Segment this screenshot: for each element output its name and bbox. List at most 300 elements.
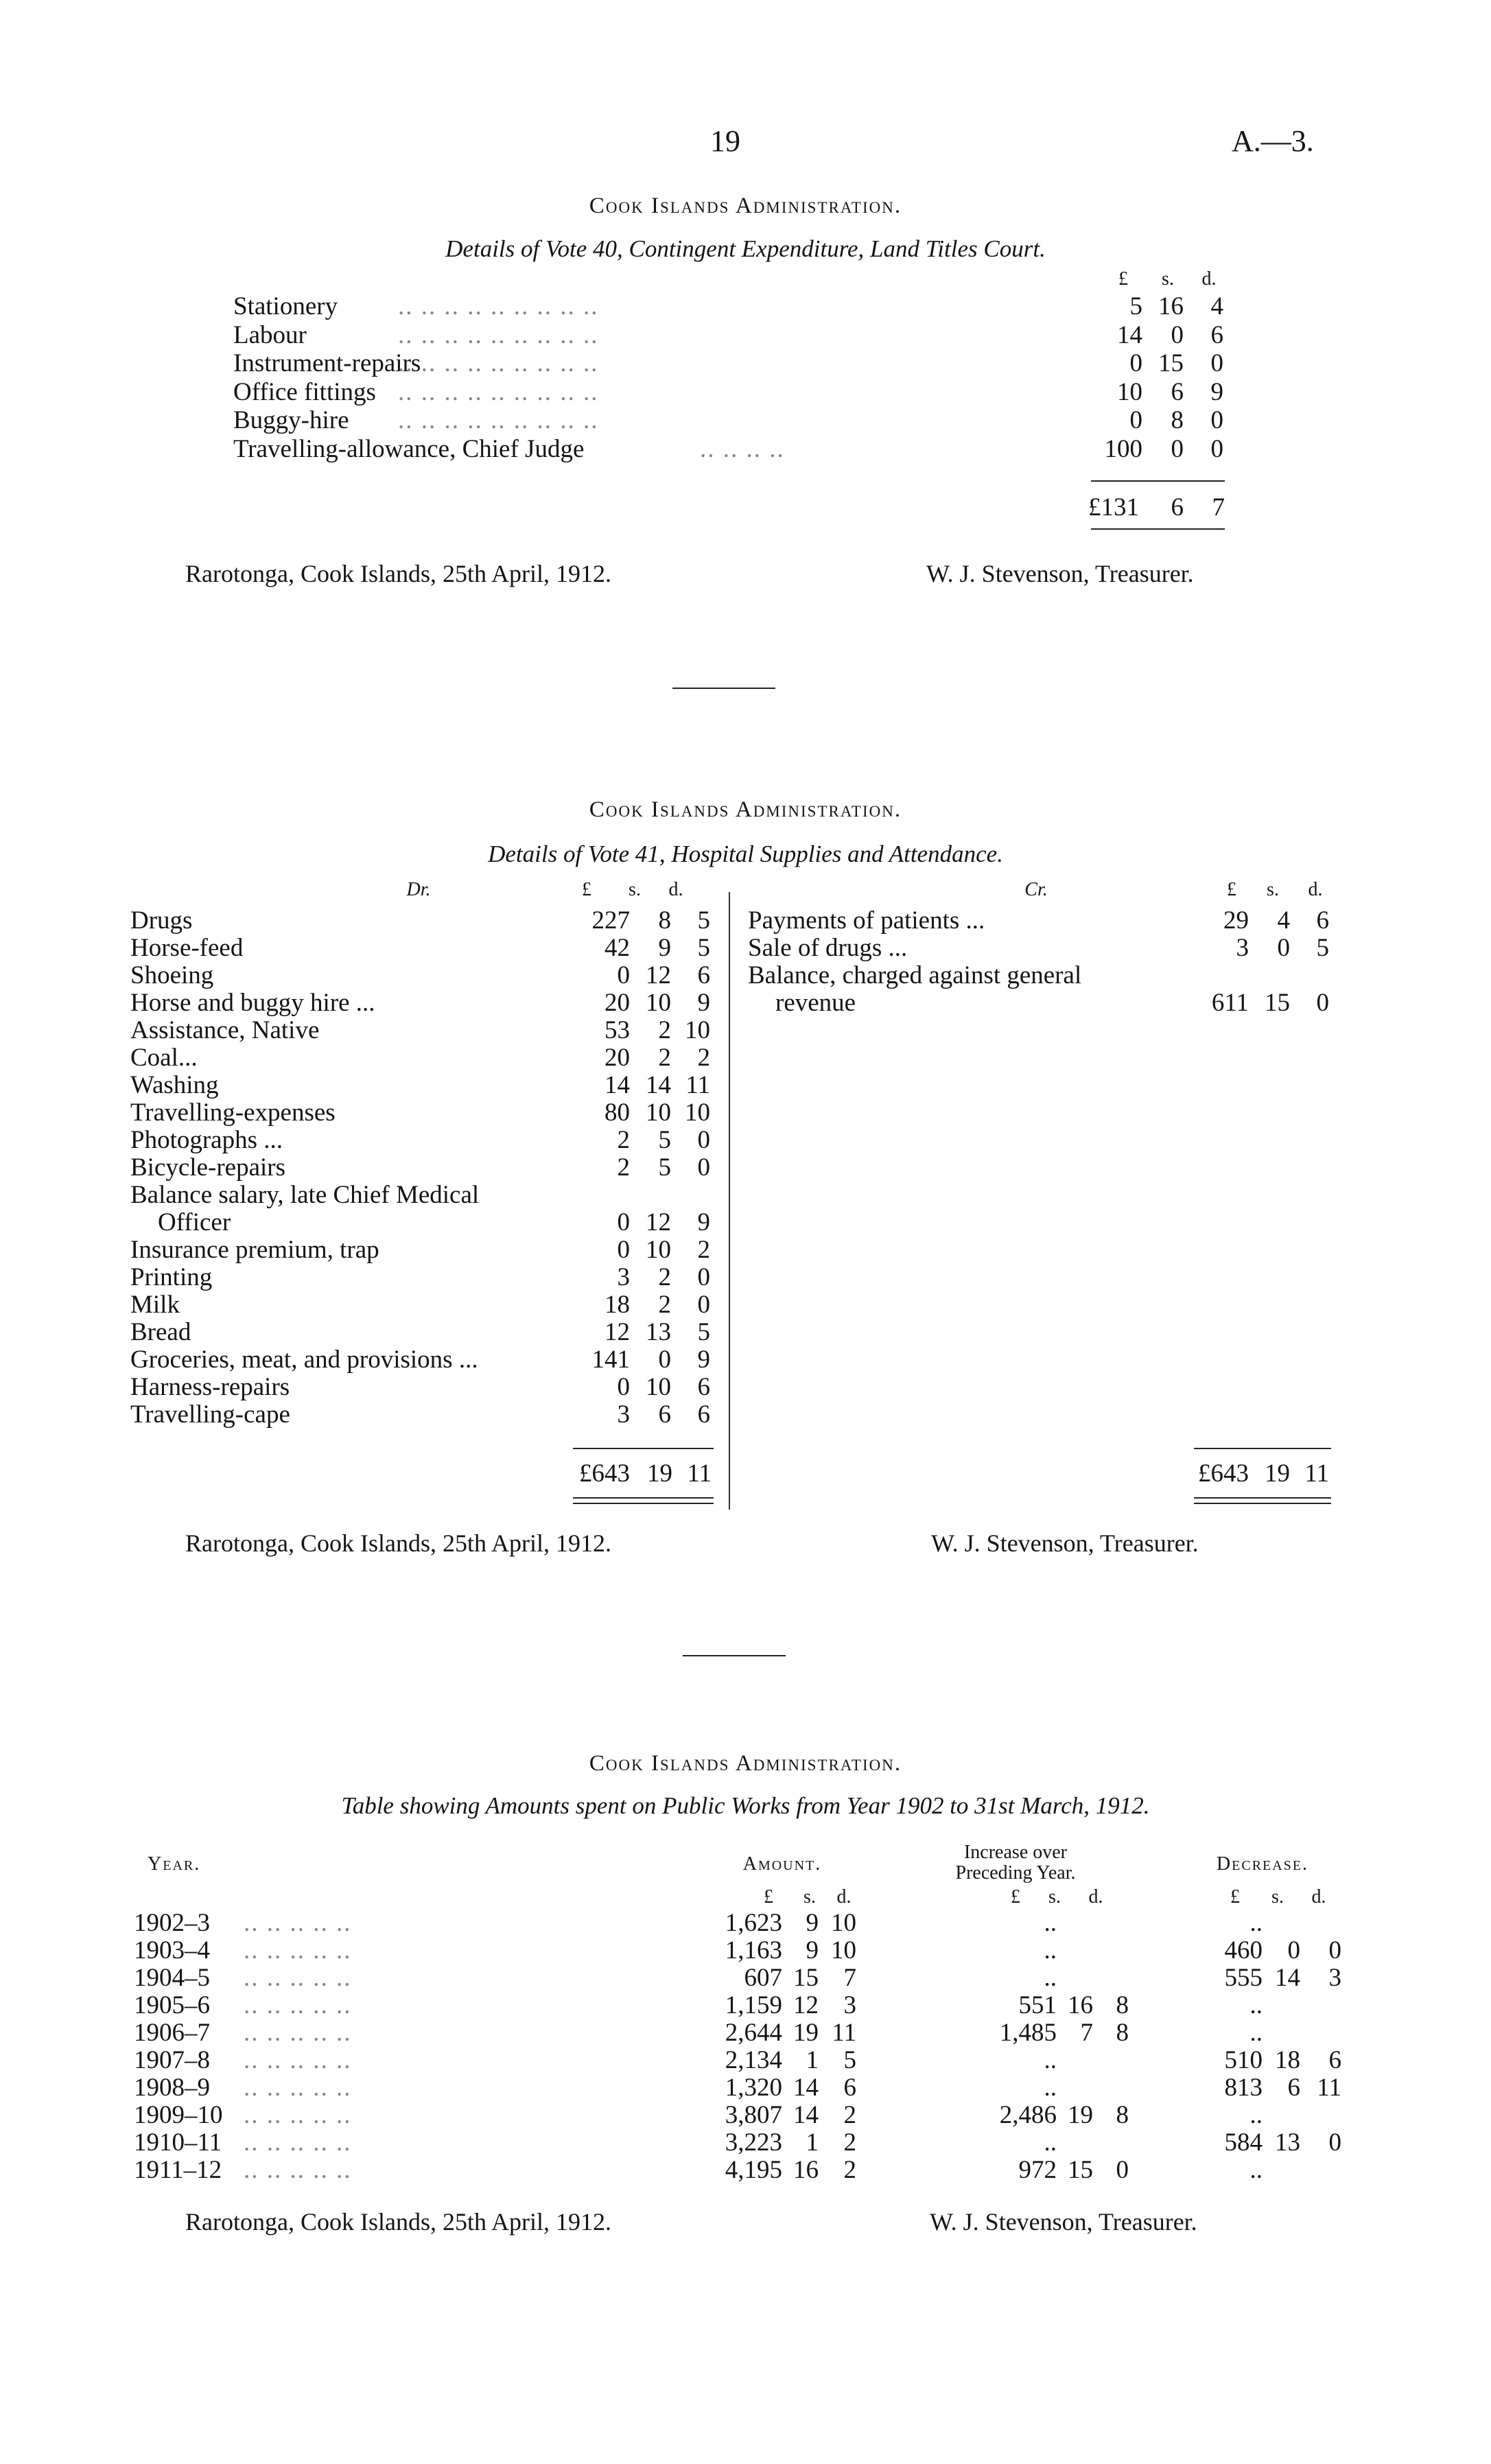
- vote40-signature: W. J. Stevenson, Treasurer.: [926, 560, 1194, 587]
- vote41-debit-shillings: 2: [658, 1263, 671, 1291]
- vote41-debit-row: [130, 1319, 714, 1346]
- public-works-leader: .. .. .. .. ..: [244, 2101, 352, 2129]
- public-works-increase-pounds: 972: [1018, 2156, 1057, 2184]
- vote41-debit-pence: 6: [697, 1373, 710, 1401]
- public-works-year: 1904–5: [134, 1964, 210, 1992]
- vote41-debit-pence: 0: [697, 1126, 710, 1154]
- vote41-debit-label: Bicycle-repairs: [130, 1153, 285, 1182]
- vote41-credit-total-row: [1166, 1460, 1331, 1490]
- vote41-credit-pounds: 3: [1236, 934, 1249, 962]
- vote41-debit-pounds: 2: [617, 1126, 630, 1154]
- public-works-increase-pounds: 2,486: [999, 2101, 1057, 2129]
- vote41-debit-label: Insurance premium, trap: [130, 1236, 379, 1264]
- public-works-amount-pence: 10: [831, 1936, 856, 1964]
- vote41-debit-pence: 10: [685, 1016, 710, 1044]
- vote40-row-leader: .. .. .. .. .. .. .. .. ..: [398, 377, 599, 406]
- public-works-year: 1907–8: [134, 2046, 210, 2074]
- vote41-cr-pence-header: d.: [1308, 879, 1323, 900]
- public-works-amount-pounds: 1,159: [725, 1991, 782, 2019]
- vote40-row-pounds: 5: [1129, 292, 1142, 320]
- vote41-debit-shillings: 10: [646, 1236, 671, 1264]
- vote41-debit-shillings: 13: [646, 1318, 671, 1346]
- vote41-debit-row: [130, 1017, 714, 1044]
- vote40-row-pounds: 100: [1104, 434, 1142, 463]
- vote40-total-row: [1070, 494, 1228, 524]
- public-works-leader: .. .. .. .. ..: [244, 1964, 352, 1992]
- vote41-debit-pence: 5: [697, 906, 710, 935]
- public-works-row: [134, 2102, 1348, 2129]
- vote40-row-leader: .. .. .. .. .. .. .. .. ..: [398, 406, 599, 434]
- public-works-decrease-shillings: 14: [1275, 1964, 1300, 1992]
- vote40-row-label: Office fittings: [233, 377, 376, 406]
- vote41-debit-shillings: 5: [658, 1153, 671, 1182]
- public-works-amount-pence: 3: [843, 1991, 856, 2019]
- public-works-amount-shillings: 16: [793, 2156, 819, 2184]
- public-works-increase-pence: 8: [1116, 2019, 1129, 2047]
- vote41-credit-row: [748, 907, 1331, 935]
- public-works-amount-shillings: 9: [806, 1936, 819, 1964]
- public-works-increase-pounds: 551: [1018, 1991, 1057, 2019]
- public-works-increase-pence: 8: [1116, 1991, 1129, 2019]
- vote41-debit-shillings: 14: [646, 1071, 671, 1099]
- vote41-debit-shillings: 5: [658, 1126, 671, 1154]
- vote41-debit-label: Horse and buggy hire ...: [130, 989, 375, 1017]
- public-works-leader: .. .. .. .. ..: [244, 1936, 352, 1964]
- vote41-subtitle: Details of Vote 41, Hospital Supplies and Attendance.: [488, 841, 1003, 867]
- public-works-amount-shillings: 9: [806, 1909, 819, 1937]
- public-works-decrease-pounds: ..: [1249, 2156, 1263, 2184]
- public-works-decrease-shillings: 18: [1275, 2046, 1300, 2074]
- vote41-dr-pence-header: d.: [668, 879, 683, 900]
- public-works-decrease-shillings: 6: [1287, 2074, 1300, 2102]
- section-separator-2: [683, 1655, 786, 1656]
- pw-increase-pounds-header: £: [1011, 1886, 1020, 1908]
- public-works-increase-pounds: ..: [1044, 2074, 1057, 2102]
- vote41-credit-pence: 5: [1316, 934, 1329, 962]
- vote41-debit-label: Horse-feed: [130, 934, 244, 962]
- vote41-debit-pounds: 80: [604, 1099, 630, 1127]
- vote41-debit-label: Coal...: [130, 1044, 198, 1072]
- public-works-amount-pence: 2: [843, 2128, 856, 2157]
- public-works-amount-pounds: 607: [744, 1964, 782, 1992]
- vote40-row-pence: 0: [1210, 406, 1223, 434]
- public-works-decrease-pounds: ..: [1249, 1909, 1263, 1937]
- vote41-debit-pence: 2: [697, 1236, 710, 1264]
- vote40-total-pounds: £131: [1088, 493, 1139, 521]
- vote41-debit-pounds: 3: [617, 1263, 630, 1291]
- vote41-debit-pounds: 3: [617, 1400, 630, 1429]
- public-works-row: [134, 2047, 1348, 2074]
- vote41-debit-shillings: 2: [658, 1044, 671, 1072]
- pw-increase-pence-header: d.: [1088, 1886, 1103, 1908]
- public-works-increase-pounds: ..: [1044, 1936, 1057, 1964]
- vote41-credit-double-rule-b: [1194, 1503, 1331, 1504]
- vote41-debit-row: [130, 1374, 714, 1401]
- vote41-debit-shillings: 10: [646, 1099, 671, 1127]
- vote41-debit-pence: 10: [685, 1099, 710, 1127]
- public-works-increase-pounds: ..: [1044, 2128, 1057, 2157]
- vote41-debit-row: [130, 1044, 714, 1072]
- vote41-cr-label: Cr.: [1024, 879, 1048, 900]
- public-works-increase-header-1: Increase over: [963, 1842, 1067, 1863]
- vote40-row-leader: .. .. .. .. .. .. .. .. ..: [398, 292, 599, 320]
- vote41-debit-total-rule: [573, 1448, 714, 1449]
- vote40-total-shillings: 6: [1171, 493, 1184, 521]
- vote40-row-leader: .. .. .. .. .. .. .. .. ..: [398, 320, 599, 349]
- public-works-leader: .. .. .. .. ..: [244, 1909, 352, 1937]
- vote41-debit-label: Washing: [130, 1071, 219, 1099]
- vote41-debit-row: [130, 1099, 714, 1127]
- vote40-row-leader: .. .. .. .. .. .. .. .. ..: [398, 349, 599, 377]
- pw-amount-pounds-header: £: [764, 1886, 773, 1908]
- vote41-credit-double-rule-a: [1194, 1497, 1331, 1499]
- vote40-row-leader: .. .. .. ..: [700, 434, 785, 463]
- public-works-amount-pence: 11: [832, 2019, 856, 2047]
- vote41-credit-shillings: 15: [1265, 989, 1290, 1017]
- vote41-debit-total-pence: 11: [687, 1459, 712, 1488]
- pw-increase-shillings-header: s.: [1048, 1886, 1061, 1908]
- public-works-leader: .. .. .. .. ..: [244, 2128, 352, 2157]
- public-works-decrease-pounds: ..: [1249, 2101, 1263, 2129]
- vote41-debit-pounds: 42: [604, 934, 630, 962]
- vote41-debit-pounds: 0: [617, 961, 630, 989]
- vote41-debit-shillings: 9: [658, 934, 671, 962]
- vote40-pounds-header: £: [1118, 268, 1128, 290]
- vote40-row: [233, 436, 1225, 463]
- public-works-amount-shillings: 19: [793, 2019, 819, 2047]
- public-works-increase-shillings: 19: [1068, 2101, 1093, 2129]
- vote40-row-shillings: 8: [1171, 406, 1184, 434]
- vote40-row-pounds: 14: [1117, 320, 1142, 349]
- public-works-leader: .. .. .. .. ..: [244, 2074, 352, 2102]
- public-works-increase-pounds: 1,485: [999, 2019, 1057, 2047]
- vote41-debit-shillings: 10: [646, 1373, 671, 1401]
- vote41-dr-label: Dr.: [406, 879, 431, 900]
- public-works-amount-pounds: 4,195: [725, 2156, 782, 2184]
- vote41-debit-row: [130, 962, 714, 989]
- public-works-year: 1903–4: [134, 1936, 210, 1964]
- vote41-cr-pounds-header: £: [1227, 879, 1236, 900]
- vote41-debit-pence: 9: [697, 1346, 710, 1374]
- public-works-row: [134, 2129, 1348, 2157]
- vote41-debit-label: Printing: [130, 1263, 213, 1291]
- vote40-row-shillings: 6: [1171, 377, 1184, 406]
- public-works-leader: .. .. .. .. ..: [244, 2156, 352, 2184]
- public-works-amount-pounds: 1,320: [725, 2074, 782, 2102]
- vote41-debit-shillings: 0: [658, 1346, 671, 1374]
- public-works-row: [134, 2019, 1348, 2047]
- public-works-amount-pence: 5: [843, 2046, 856, 2074]
- vote40-row: [233, 407, 1225, 434]
- vote41-column-divider: [729, 892, 730, 1510]
- public-works-decrease-pence: 6: [1328, 2046, 1341, 2074]
- vote41-debit-label: Officer: [158, 1208, 231, 1236]
- vote40-title: Cook Islands Administration.: [589, 193, 902, 218]
- vote41-debit-pence: 2: [697, 1044, 710, 1072]
- vote41-debit-pounds: 227: [591, 906, 630, 935]
- public-works-decrease-shillings: 13: [1275, 2128, 1300, 2157]
- vote40-total-rule: [1091, 480, 1225, 482]
- vote41-debit-shillings: 10: [646, 989, 671, 1017]
- vote41-debit-label: Harness-repairs: [130, 1373, 290, 1401]
- vote41-dr-pounds-header: £: [582, 879, 591, 900]
- section-separator: [672, 688, 775, 689]
- vote40-total-double-rule: [1091, 528, 1225, 530]
- public-works-increase-pence: 0: [1116, 2156, 1129, 2184]
- pw-decrease-pence-header: d.: [1311, 1886, 1326, 1908]
- vote41-debit-row: [130, 907, 714, 935]
- public-works-year: 1908–9: [134, 2074, 210, 2102]
- vote41-debit-pence: 9: [697, 989, 710, 1017]
- public-works-decrease-pence: 3: [1328, 1964, 1341, 1992]
- pw-amount-shillings-header: s.: [803, 1886, 816, 1908]
- vote40-row: [233, 322, 1225, 349]
- vote41-debit-shillings: 12: [646, 961, 671, 989]
- vote41-debit-row: [130, 1291, 714, 1319]
- vote40-row-pence: 0: [1210, 349, 1223, 377]
- vote41-debit-row: [158, 1209, 714, 1236]
- vote41-debit-row: [130, 935, 714, 962]
- vote40-row-pence: 4: [1210, 292, 1223, 320]
- vote41-debit-label: Bread: [130, 1318, 191, 1346]
- vote41-debit-label: Travelling-cape: [130, 1400, 290, 1429]
- vote41-signature: W. J. Stevenson, Treasurer.: [931, 1529, 1199, 1557]
- public-works-increase-header-2: Preceding Year.: [955, 1862, 1076, 1884]
- public-works-decrease-pounds: ..: [1249, 2019, 1263, 2047]
- vote41-debit-row: [130, 1401, 714, 1429]
- vote41-debit-shillings: 12: [646, 1208, 671, 1236]
- vote41-debit-double-rule-a: [573, 1497, 714, 1499]
- vote41-cr-shillings-header: s.: [1267, 879, 1279, 900]
- public-works-decrease-shillings: 0: [1287, 1936, 1300, 1964]
- vote40-row-pence: 0: [1210, 434, 1223, 463]
- vote40-row-label: Labour: [233, 320, 307, 349]
- vote41-debit-pounds: 53: [604, 1016, 630, 1044]
- public-works-row: [134, 2157, 1348, 2184]
- vote40-row-label: Travelling-allowance, Chief Judge: [233, 434, 585, 463]
- public-works-year: 1906–7: [134, 2019, 210, 2047]
- public-works-increase-shillings: 16: [1068, 1991, 1093, 2019]
- vote41-debit-pence: 9: [697, 1208, 710, 1236]
- vote41-credit-total-pence: 11: [1304, 1459, 1329, 1488]
- public-works-year: 1910–11: [134, 2128, 222, 2157]
- vote41-debit-label: Groceries, meat, and provisions ...: [130, 1346, 478, 1374]
- public-works-decrease-pounds: 460: [1224, 1936, 1263, 1964]
- vote41-debit-row: [130, 1236, 714, 1264]
- vote40-row-pence: 6: [1210, 320, 1223, 349]
- public-works-increase-shillings: 7: [1080, 2019, 1093, 2047]
- vote41-debit-pounds: 12: [604, 1318, 630, 1346]
- document-reference: A.—3.: [1232, 124, 1314, 158]
- vote41-debit-row: [130, 989, 714, 1017]
- vote41-debit-row: [130, 1127, 714, 1154]
- public-works-amount-pounds: 3,223: [725, 2128, 782, 2157]
- vote40-row-pounds: 10: [1117, 377, 1142, 406]
- public-works-amount-pence: 7: [843, 1964, 856, 1992]
- public-works-amount-pence: 10: [831, 1909, 856, 1937]
- vote41-debit-pounds: 18: [604, 1291, 630, 1319]
- public-works-decrease-pounds: 813: [1224, 2074, 1263, 2102]
- public-works-place-date: Rarotonga, Cook Islands, 25th April, 1912.: [185, 2208, 611, 2236]
- vote41-credit-row: [775, 989, 1331, 1017]
- vote41-debit-pounds: 20: [604, 1044, 630, 1072]
- public-works-decrease-pounds: 510: [1224, 2046, 1263, 2074]
- vote41-credit-label: Sale of drugs ...: [748, 934, 908, 962]
- public-works-leader: .. .. .. .. ..: [244, 2019, 352, 2047]
- vote40-row-shillings: 0: [1171, 434, 1184, 463]
- vote40-pence-header: d.: [1201, 268, 1217, 290]
- vote41-debit-pence: 0: [697, 1263, 710, 1291]
- vote41-debit-pence: 0: [697, 1153, 710, 1182]
- vote41-debit-pence: 6: [697, 961, 710, 989]
- vote41-debit-shillings: 2: [658, 1016, 671, 1044]
- page-number: 19: [710, 124, 740, 158]
- vote41-credit-shillings: 4: [1277, 906, 1290, 935]
- vote41-debit-row: [130, 1182, 714, 1209]
- vote41-debit-row: [130, 1346, 714, 1374]
- public-works-amount-header: Amount.: [742, 1853, 822, 1875]
- vote40-row-label: Buggy-hire: [233, 406, 349, 434]
- vote40-row-label: Stationery: [233, 292, 338, 320]
- vote41-debit-pounds: 0: [617, 1208, 630, 1236]
- public-works-subtitle: Table showing Amounts spent on Public Works from Year 1902 to 31st March, 1912.: [341, 1792, 1150, 1819]
- vote41-debit-pounds: 14: [604, 1071, 630, 1099]
- public-works-amount-pounds: 3,807: [725, 2101, 782, 2129]
- public-works-decrease-pounds: ..: [1249, 1991, 1263, 2019]
- vote41-debit-pounds: 20: [604, 989, 630, 1017]
- vote41-debit-pence: 5: [697, 1318, 710, 1346]
- public-works-increase-shillings: 15: [1068, 2156, 1093, 2184]
- vote41-debit-label: Travelling-expenses: [130, 1099, 336, 1127]
- vote40-row-shillings: 15: [1158, 349, 1184, 377]
- vote41-title: Cook Islands Administration.: [589, 797, 902, 822]
- public-works-increase-pounds: ..: [1044, 2046, 1057, 2074]
- public-works-leader: .. .. .. .. ..: [244, 2046, 352, 2074]
- vote41-debit-pence: 0: [697, 1291, 710, 1319]
- vote41-debit-label: Photographs ...: [130, 1126, 283, 1154]
- public-works-increase-pence: 8: [1116, 2101, 1129, 2129]
- pw-decrease-pounds-header: £: [1230, 1886, 1240, 1908]
- public-works-amount-pounds: 2,134: [725, 2046, 782, 2074]
- public-works-row: [134, 2074, 1348, 2102]
- public-works-decrease-pounds: 584: [1224, 2128, 1263, 2157]
- vote41-debit-total-row: [549, 1460, 714, 1490]
- vote40-row: [233, 379, 1225, 406]
- public-works-amount-shillings: 15: [793, 1964, 819, 1992]
- vote41-debit-double-rule-b: [573, 1503, 714, 1504]
- public-works-amount-shillings: 14: [793, 2101, 819, 2129]
- vote40-total-pence: 7: [1212, 493, 1225, 521]
- vote41-debit-row: [130, 1264, 714, 1291]
- vote41-dr-shillings-header: s.: [629, 879, 641, 900]
- vote41-credit-total-rule: [1194, 1448, 1331, 1449]
- vote41-credit-row: [748, 935, 1331, 962]
- vote41-credit-total-shillings: 19: [1265, 1459, 1290, 1488]
- vote41-credit-shillings: 0: [1277, 934, 1290, 962]
- vote41-debit-label: Drugs: [130, 906, 193, 935]
- vote41-debit-shillings: 6: [658, 1400, 671, 1429]
- vote40-row: [233, 350, 1225, 377]
- vote40-row-label: Instrument-repairs: [233, 349, 421, 377]
- vote40-row-pounds: 0: [1129, 406, 1142, 434]
- public-works-decrease-pounds: 555: [1224, 1964, 1263, 1992]
- vote41-credit-row: [748, 962, 1331, 989]
- public-works-amount-pence: 2: [843, 2156, 856, 2184]
- vote41-credit-label: revenue: [775, 989, 856, 1017]
- public-works-amount-pounds: 1,623: [725, 1909, 782, 1937]
- vote41-debit-label: Balance salary, late Chief Medical: [130, 1181, 480, 1209]
- public-works-increase-pounds: ..: [1044, 1909, 1057, 1937]
- vote40-row-pounds: 0: [1129, 349, 1142, 377]
- vote41-debit-label: Assistance, Native: [130, 1016, 320, 1044]
- pw-amount-pence-header: d.: [836, 1886, 852, 1908]
- vote41-debit-shillings: 2: [658, 1291, 671, 1319]
- public-works-amount-pounds: 2,644: [725, 2019, 782, 2047]
- public-works-decrease-pence: 0: [1328, 1936, 1341, 1964]
- vote41-debit-pence: 6: [697, 1400, 710, 1429]
- public-works-year: 1911–12: [134, 2156, 222, 2184]
- vote41-debit-label: Milk: [130, 1291, 180, 1319]
- public-works-amount-shillings: 1: [806, 2128, 819, 2157]
- public-works-amount-shillings: 14: [793, 2074, 819, 2102]
- public-works-amount-pence: 2: [843, 2101, 856, 2129]
- vote41-debit-shillings: 8: [658, 906, 671, 935]
- vote40-row-shillings: 0: [1171, 320, 1184, 349]
- public-works-row: [134, 1910, 1348, 1937]
- public-works-amount-pence: 6: [843, 2074, 856, 2102]
- public-works-decrease-pence: 11: [1317, 2074, 1341, 2102]
- vote41-debit-row: [130, 1072, 714, 1099]
- vote41-debit-pence: 11: [685, 1071, 710, 1099]
- public-works-year: 1902–3: [134, 1909, 210, 1937]
- vote41-debit-row: [130, 1154, 714, 1182]
- vote41-debit-pence: 5: [697, 934, 710, 962]
- public-works-decrease-header: Decrease.: [1216, 1853, 1309, 1875]
- vote40-row-pence: 9: [1210, 377, 1223, 406]
- public-works-year: 1905–6: [134, 1991, 210, 2019]
- vote41-place-date: Rarotonga, Cook Islands, 25th April, 1912.: [185, 1529, 611, 1557]
- vote41-debit-label: Shoeing: [130, 961, 214, 989]
- public-works-year: 1909–10: [134, 2101, 223, 2129]
- vote41-debit-pounds: 2: [617, 1153, 630, 1182]
- public-works-amount-shillings: 1: [806, 2046, 819, 2074]
- public-works-row: [134, 1992, 1348, 2019]
- vote41-debit-pounds: 0: [617, 1236, 630, 1264]
- public-works-row: [134, 1937, 1348, 1964]
- pw-decrease-shillings-header: s.: [1271, 1886, 1284, 1908]
- vote41-debit-total-shillings: 19: [647, 1459, 672, 1488]
- public-works-leader: .. .. .. .. ..: [244, 1991, 352, 2019]
- vote41-debit-pounds: 141: [591, 1346, 630, 1374]
- vote40-place-date: Rarotonga, Cook Islands, 25th April, 1912.: [185, 560, 611, 587]
- public-works-amount-shillings: 12: [793, 1991, 819, 2019]
- public-works-decrease-pence: 0: [1328, 2128, 1341, 2157]
- public-works-increase-pounds: ..: [1044, 1964, 1057, 1992]
- public-works-amount-pounds: 1,163: [725, 1936, 782, 1964]
- vote41-credit-total-pounds: £643: [1198, 1459, 1249, 1488]
- vote41-debit-pounds: 0: [617, 1373, 630, 1401]
- public-works-year-header: Year.: [148, 1853, 201, 1875]
- vote40-row-shillings: 16: [1158, 292, 1184, 320]
- vote41-credit-label: Balance, charged against general: [748, 961, 1082, 989]
- vote41-debit-total-pounds: £643: [579, 1459, 630, 1488]
- vote41-credit-label: Payments of patients ...: [748, 906, 985, 935]
- public-works-row: [134, 1964, 1348, 1992]
- vote41-credit-pence: 0: [1316, 989, 1329, 1017]
- vote40-row: [233, 293, 1225, 320]
- vote41-credit-pounds: 611: [1211, 989, 1249, 1017]
- public-works-title: Cook Islands Administration.: [589, 1751, 902, 1776]
